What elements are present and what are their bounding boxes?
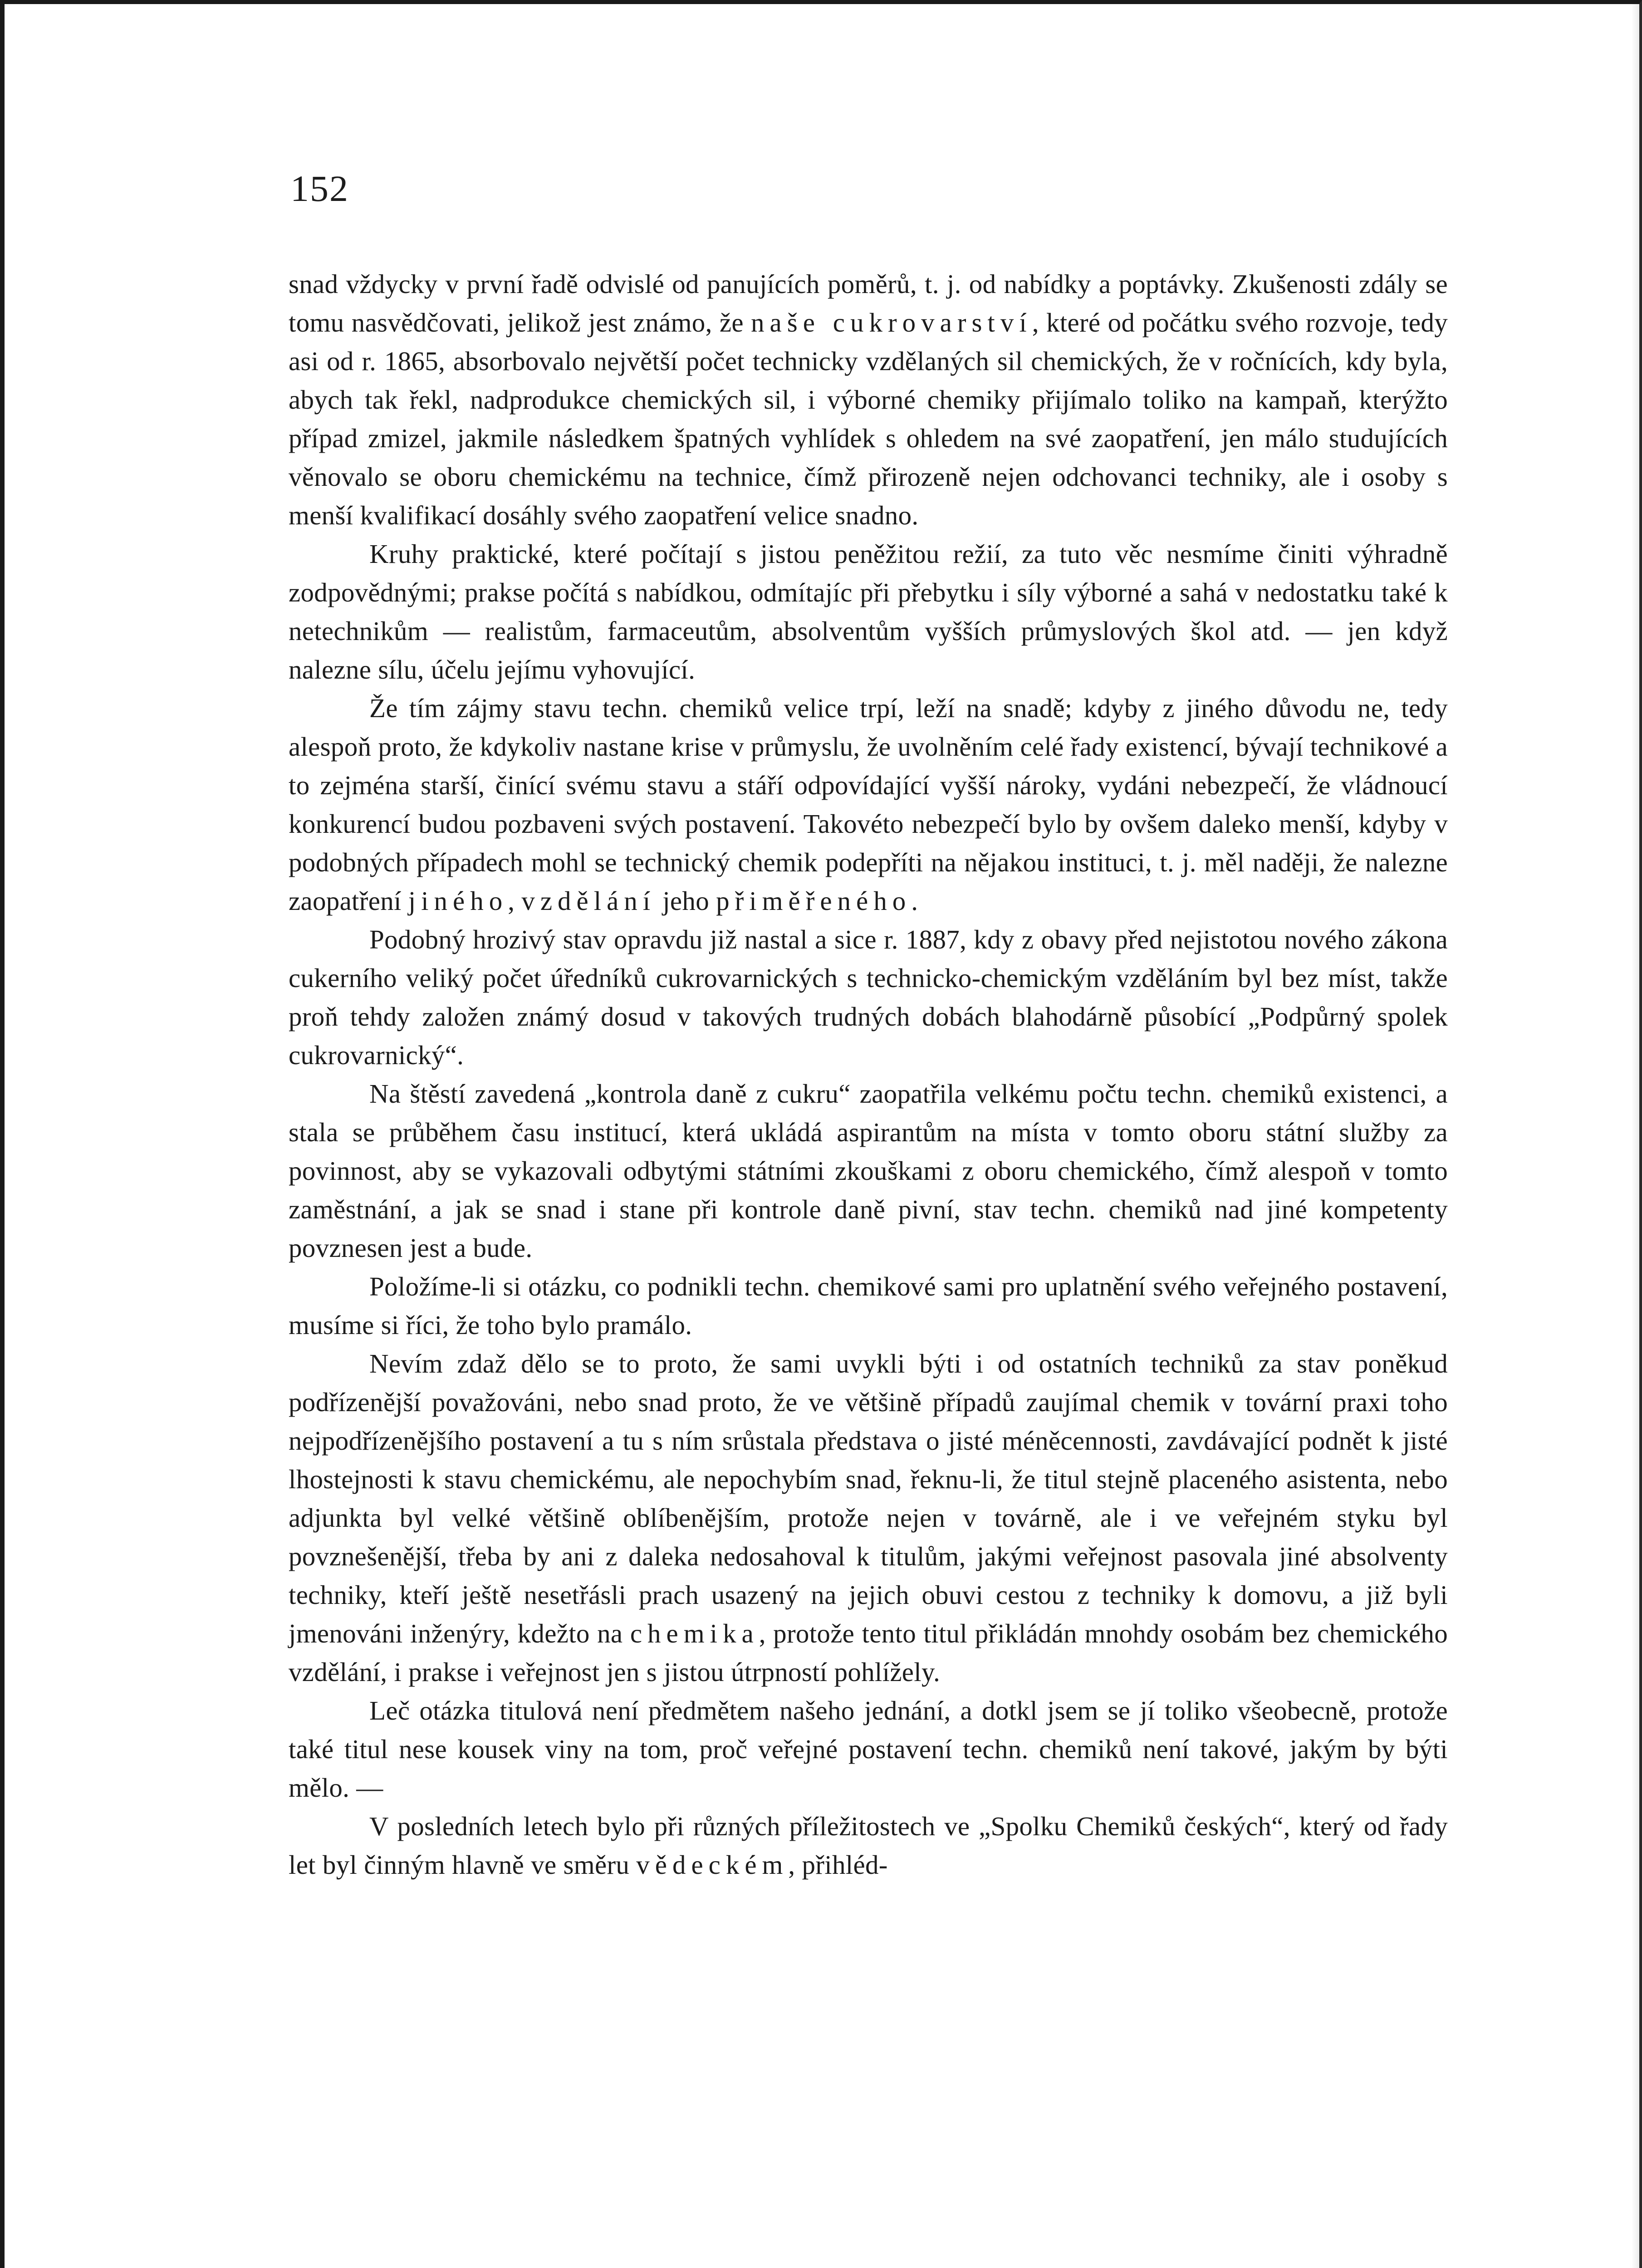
paragraph-1: snad vždycky v první řadě odvislé od panujících poměrů, t. j. od nabídky a poptávky. Zkušenosti zdály se tomu nasvědčovati, jelikož jest známo, že naše cukrovarství, které od počátku svého rozvoje, tedy asi od r. 1865, absorbovalo největší počet technicky vzdělaných sil chemických, že v ročnících, kdy byla, abych tak řekl, nadprodukce chemických sil, i výborné chemiky přijímalo toliko na kampaň, kterýžto případ zmizel, jakmile následkem špatných vyhlídek s ohledem na své zaopatření, jen málo studujících věnovalo se oboru chemickému na technice, čímž přirozeně nejen odchovanci techniky, ale i osoby s menší kvalifikací dosáhly svého zaopatření velice snadno. xyxy=(289,269,1448,530)
paragraph-3: Že tím zájmy stavu techn. chemiků velice trpí, leží na snadě; kdyby z jiného důvodu ne, tedy alespoň proto, že kdykoliv nastane krise v průmyslu, že uvolněním celé řady existencí, bývají technikové a to zejména starší, činící svému stavu a stáří odpovídající vyšší nároky, vydáni nebezpečí, že vládnoucí konkurencí budou pozbaveni svých postavení. Takovéto nebezpečí bylo by ovšem daleko menší, kdyby v podobných případech mohl se technický chemik podepříti na nějakou instituci, t. j. měl naději, že nalezne zaopatření jiného, vzdělání jeho přiměřeného. xyxy=(289,693,1448,916)
spaced-emphasis: vědeckém xyxy=(636,1850,789,1880)
spaced-emphasis: naše cukrovarství xyxy=(751,308,1032,337)
spaced-emphasis: vzdělání xyxy=(521,886,656,916)
paragraph-4: Podobný hrozivý stav opravdu již nastal a sice r. 1887, kdy z obavy před nejistotou nového zákona cukerního veliký počet úředníků cukrovarnických s technicko-chemickým vzděláním byl bez míst, takže proň tehdy založen známý dosud v takových trudných dobách blahodárně působící „Podpůrný spolek cukrovarnický“. xyxy=(289,924,1448,1070)
paragraph-7: Nevím zdaž dělo se to proto, že sami uvykli býti i od ostatních techniků za stav poněkud podřízenější považováni, nebo snad proto, že ve většině případů zaujímal chemik v tovární praxi toho nejpodřízenějšího postavení a tu s ním srůstala představa o jisté méněcennosti, zavdávající podnět k jisté lhostejnosti k stavu chemickému, ale nepochybím snad, řeknu-li, že titul stejně placeného asistenta, nebo adjunkta byl velké většině oblíbenějším, protože nejen v továrně, ale i ve veřejném styku byl povznešenější, třeba by ani z daleka nedosahoval k titulům, jakými veřejnost pasovala jiné absolventy techniky, kteří ještě nesetřásli prach usazený na jejich obuvi cestou z techniky k domovu, a již byli jmenováni inženýry, kdežto na chemika, protože tento titul přikládán mnohdy osobám bez chemického vzdělání, i prakse i veřejnost jen s jistou útrpností pohlížely. xyxy=(289,1349,1448,1687)
spaced-emphasis: přiměřeného xyxy=(716,886,912,916)
paragraph-8: Leč otázka titulová není předmětem našeho jednání, a dotkl jsem se jí toliko všeobecně, protože také titul nese kousek viny na tom, proč veřejné postavení techn. chemiků není takové, jakým by býti mělo. — xyxy=(289,1696,1448,1803)
paragraph-5: Na štěstí zavedená „kontrola daně z cukru“ zaopatřila velkému počtu techn. chemiků existenci, a stala se průběhem času institucí, která ukládá aspirantům na místa v tomto oboru státní služby za povinnost, aby se vykazovali odbytými státními zkouškami z oboru chemického, čímž alespoň v tomto zaměstnání, a jak se snad i stane při kontrole daně pivní, stav techn. chemiků nad jiné kompetenty povznesen jest a bude. xyxy=(289,1079,1448,1263)
spaced-emphasis: jiného xyxy=(408,886,508,916)
spaced-emphasis: chemika xyxy=(630,1618,759,1648)
paragraph-9: V posledních letech bylo při různých příležitostech ve „Spolku Chemiků českých“, který od řady let byl činným hlavně ve směru vědeckém, přihléd- xyxy=(289,1811,1448,1880)
scan-edge-shadow xyxy=(1631,0,1639,2268)
page-number: 152 xyxy=(290,168,349,209)
paragraph-2: Kruhy praktické, které počítají s jistou peněžitou režií, za tuto věc nesmíme činiti výhradně zodpovědnými; prakse počítá s nabídkou, odmítajíc při přebytku i síly výborné a sahá v nedostatku také k netechnikům — realistům, farmaceutům, absolventům vyšších průmyslových škol atd. — jen když nalezne sílu, účelu jejímu vyhovující. xyxy=(289,539,1448,684)
body-text xyxy=(289,265,1448,1884)
paragraph-6: Položíme-li si otázku, co podnikli techn. chemikové sami pro uplatnění svého veřejného postavení, musíme si říci, že toho bylo pramálo. xyxy=(289,1271,1448,1340)
